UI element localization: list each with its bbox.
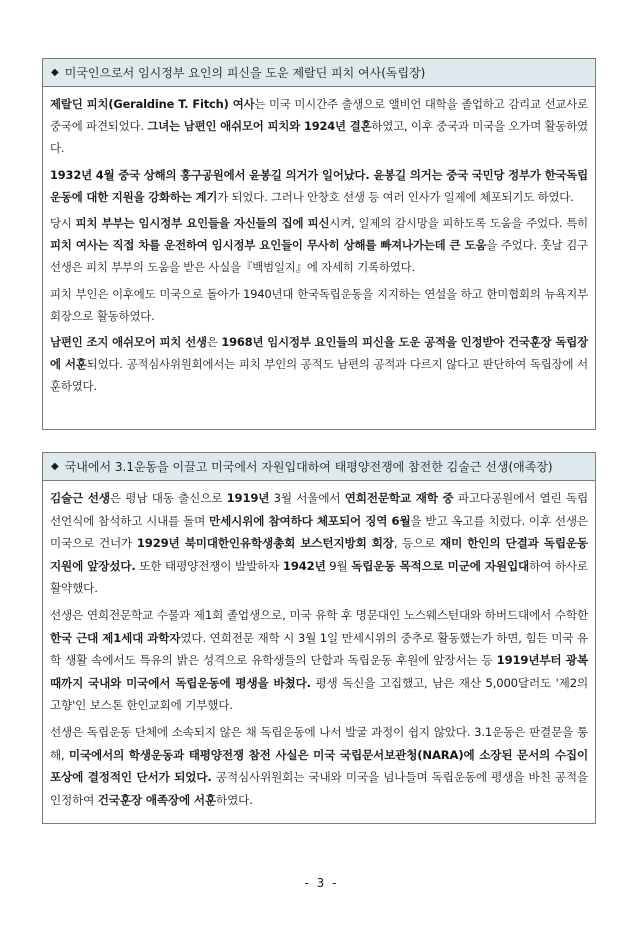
fitch-section-header: [43, 59, 595, 87]
paragraph-2: 선생은 연희전문학교 수물과 제1회 졸업생으로, 미국 유학 후 명문대인 노스웨스턴대와 하버드대에서 수학한 한국 근대 제1세대 과학자였다. 연희전문 재학 시 3월 1일 만세시위의 중추로 활동했는가 하면, 힘든 미국 유학 생활 속에서도 특유의 밝은 성격으로 유학생들의 단합과 독립운동 후원에 앞장서는 등 1919년부터 광복 때까지 국내와 미국에서 독립운동에 평생을 바쳤다. 평생 독신을 고집했고, 남은 재산 5,000달러도 '제2의 고향'인 보스톤 한인교회에 기부했다.: [50, 607, 588, 713]
diamond-bullet-icon: ◆: [51, 460, 59, 472]
paragraph-1: 제랄딘 피치(Geraldine T. Fitch) 여사는 미국 미시간주 출생으로 앨비언 대학을 졸업하고 감리교 선교사로 중국에 파견되었다. 그녀는 남편인 애쉬모어 피치와 1924년 결혼하였고, 이후 중국과 미국을 오가며 활동하였다.: [50, 97, 588, 156]
fitch-section-title: 미국인으로서 임시정부 요인의 피신을 도운 제랄딘 피치 여사(독립장): [64, 65, 426, 80]
page-number: - 3 -: [304, 876, 339, 890]
paragraph-3: 선생은 독립운동 단체에 소속되지 않은 채 독립운동에 나서 발굴 과정이 쉽지 않았다. 3.1운동은 판결문을 통해, 미국에서의 학생운동과 태평양전쟁 참전 사실은 미국 국립문서보관청(NARA)에 소장된 문서의 수집이 포상에 결정적인 단서가 되었다. 공적심사위원회는 국내와 미국을 넘나들며 독립운동에 평생을 바친 공적을 인정하여 건국훈장 애족장에 서훈하였다.: [50, 724, 588, 807]
fitch-section-body: [43, 87, 595, 402]
kim-section-body: [43, 481, 595, 815]
paragraph-5: 남편인 조지 애쉬모어 피치 선생은 1968년 임시정부 요인들의 피신을 도운 공적을 인정받아 건국훈장 독립장에 서훈되었다. 공적심사위원회에서는 피치 부인의 공적도 남편의 공적과 다르지 않다고 판단하여 독립장에 서훈하였다.: [50, 335, 588, 394]
fitch-section-box: [42, 58, 596, 430]
diamond-bullet-icon: ◆: [51, 66, 59, 78]
kim-section-header: [43, 453, 595, 481]
paragraph-1: 김술근 선생은 평남 대동 출신으로 1919년 3월 서울에서 연희전문학교 재학 중 파고다공원에서 열린 독립선언식에 참석하고 시내를 돌며 만세시위에 참여하다 체포되어 징역 6월을 받고 옥고를 치렀다. 이후 선생은 미국으로 건너가 1929년 북미대한인유학생총회 보스턴지방회 회장, 등으로 재미 한인의 단결과 독립운동 지원에 앞장섰다. 또한 태평양전쟁이 발발하자 1942년 9월 독립운동 목적으로 미군에 자원입대하여 하사로 활약했다.: [50, 491, 588, 596]
kim-section-box: [42, 452, 596, 824]
paragraph-4: 피치 부인은 이후에도 미국으로 돌아가 1940년대 한국독립운동을 지지하는 연설을 하고 한미협회의 뉴욕지부 회장으로 활동하였다.: [50, 286, 588, 323]
paragraph-3: 당시 피치 부부는 임시정부 요인들을 자신들의 집에 피신시켜, 일제의 감시망을 피하도록 도움을 주었다. 특히 피치 여사는 직접 차를 운전하여 임시정부 요인들이 무사히 상해를 빠져나가는데 큰 도움을 주었다. 훗날 김구 선생은 피치 부부의 도움을 받은 사실을『백범일지』에 자세히 기록하였다.: [50, 216, 588, 275]
paragraph-2: 1932년 4월 중국 상해의 홍구공원에서 윤봉길 의거가 일어났다. 윤봉길 의거는 중국 국민당 정부가 한국독립운동에 대한 지원을 강화하는 계기가 되었다. 그러나 안창호 선생 등 여러 인사가 일제에 체포되기도 하였다.: [50, 167, 588, 204]
kim-section-title: 국내에서 3.1운동을 이끌고 미국에서 자원입대하여 태평양전쟁에 참전한 김술근 선생(애족장): [64, 459, 553, 474]
